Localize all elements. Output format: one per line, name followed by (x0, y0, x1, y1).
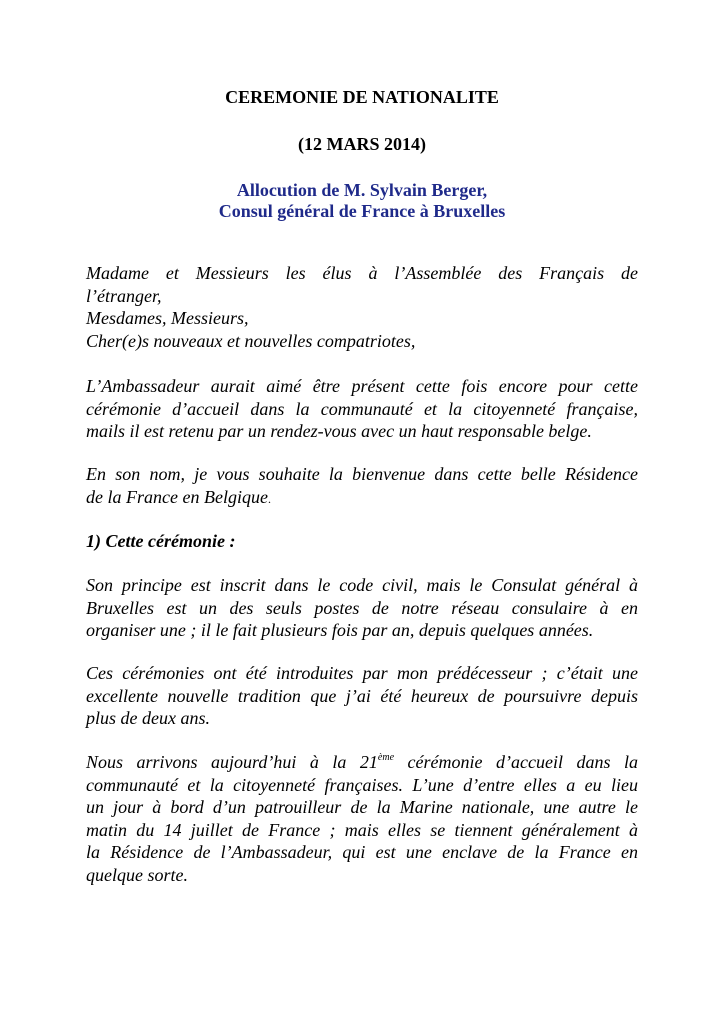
paragraph-line-text: Nous arrivons aujourd’hui à la 21 (86, 752, 378, 772)
paragraph-ambassador (86, 375, 638, 443)
paragraph-line-text: de la France en Belgique (86, 486, 268, 507)
greeting-line-2: l’étranger, (86, 285, 162, 306)
paragraph-line: cérémonie d’accueil dans la communauté et la citoyenneté française, (86, 398, 638, 419)
ordinal-superscript: ème (377, 752, 395, 763)
paragraph-line (86, 486, 638, 511)
paragraph-line: En son nom, je vous souhaite la bienvenue dans cette belle Résidence (86, 464, 638, 484)
greeting-line-1: Madame et Messieurs les élus à l’Assemblée des Français de (86, 263, 638, 283)
paragraph-tradition (86, 662, 638, 730)
paragraph-line: Son principe est inscrit dans le code civil, mais le Consulat général à (86, 575, 638, 595)
paragraph-line: communauté et la citoyenneté françaises. L’une d’entre elles a eu lieu (86, 774, 638, 795)
section-heading-ceremony: 1) Cette cérémonie : (86, 531, 236, 551)
paragraph-line-text: cérémonie d’accueil dans la (394, 752, 638, 772)
paragraph-line: Ces cérémonies ont été introduites par mon prédécesseur ; c’était une (86, 663, 638, 683)
speaker-line-2: Consul général de France à Bruxelles (218, 201, 506, 221)
paragraph-line (86, 751, 638, 774)
greeting-paragraph (86, 262, 638, 352)
paragraph-line: quelque sorte. (86, 864, 188, 885)
paragraph-line: excellente nouvelle tradition que j’ai été heureux de poursuivre depuis (86, 685, 638, 706)
paragraph-line: L’Ambassadeur aurait aimé être présent cette fois encore pour cette (86, 376, 638, 396)
paragraph-21st-ceremony (86, 751, 638, 886)
speaker-line-1: Allocution de M. Sylvain Berger, (236, 180, 488, 200)
paragraph-line: un jour à bord d’un patrouilleur de la Marine nationale, une autre le (86, 797, 638, 817)
paragraph-line-period: . (267, 491, 271, 506)
paragraph-line: la Résidence de l’Ambassadeur, qui est une enclave de la France en (86, 842, 638, 862)
paragraph-line: organiser une ; il le fait plusieurs fois par an, depuis quelques années. (86, 620, 594, 640)
paragraph-line: matin du 14 juillet de France ; mais elles se tiennent généralement à (86, 819, 638, 840)
paragraph-line: mails il est retenu par un rendez-vous avec un haut responsable belge. (86, 421, 592, 441)
greeting-line-3: Mesdames, Messieurs, (86, 308, 249, 328)
paragraph-welcome (86, 463, 638, 510)
document-title: CEREMONIE DE NATIONALITE (225, 87, 499, 107)
paragraph-line: plus de deux ans. (86, 708, 210, 728)
greeting-line-4: Cher(e)s nouveaux et nouvelles compatriotes, (86, 330, 416, 351)
paragraph-principle (86, 574, 638, 642)
paragraph-line: Bruxelles est un des seuls postes de notre réseau consulaire à en (86, 597, 638, 618)
document-date: (12 MARS 2014) (298, 134, 426, 154)
